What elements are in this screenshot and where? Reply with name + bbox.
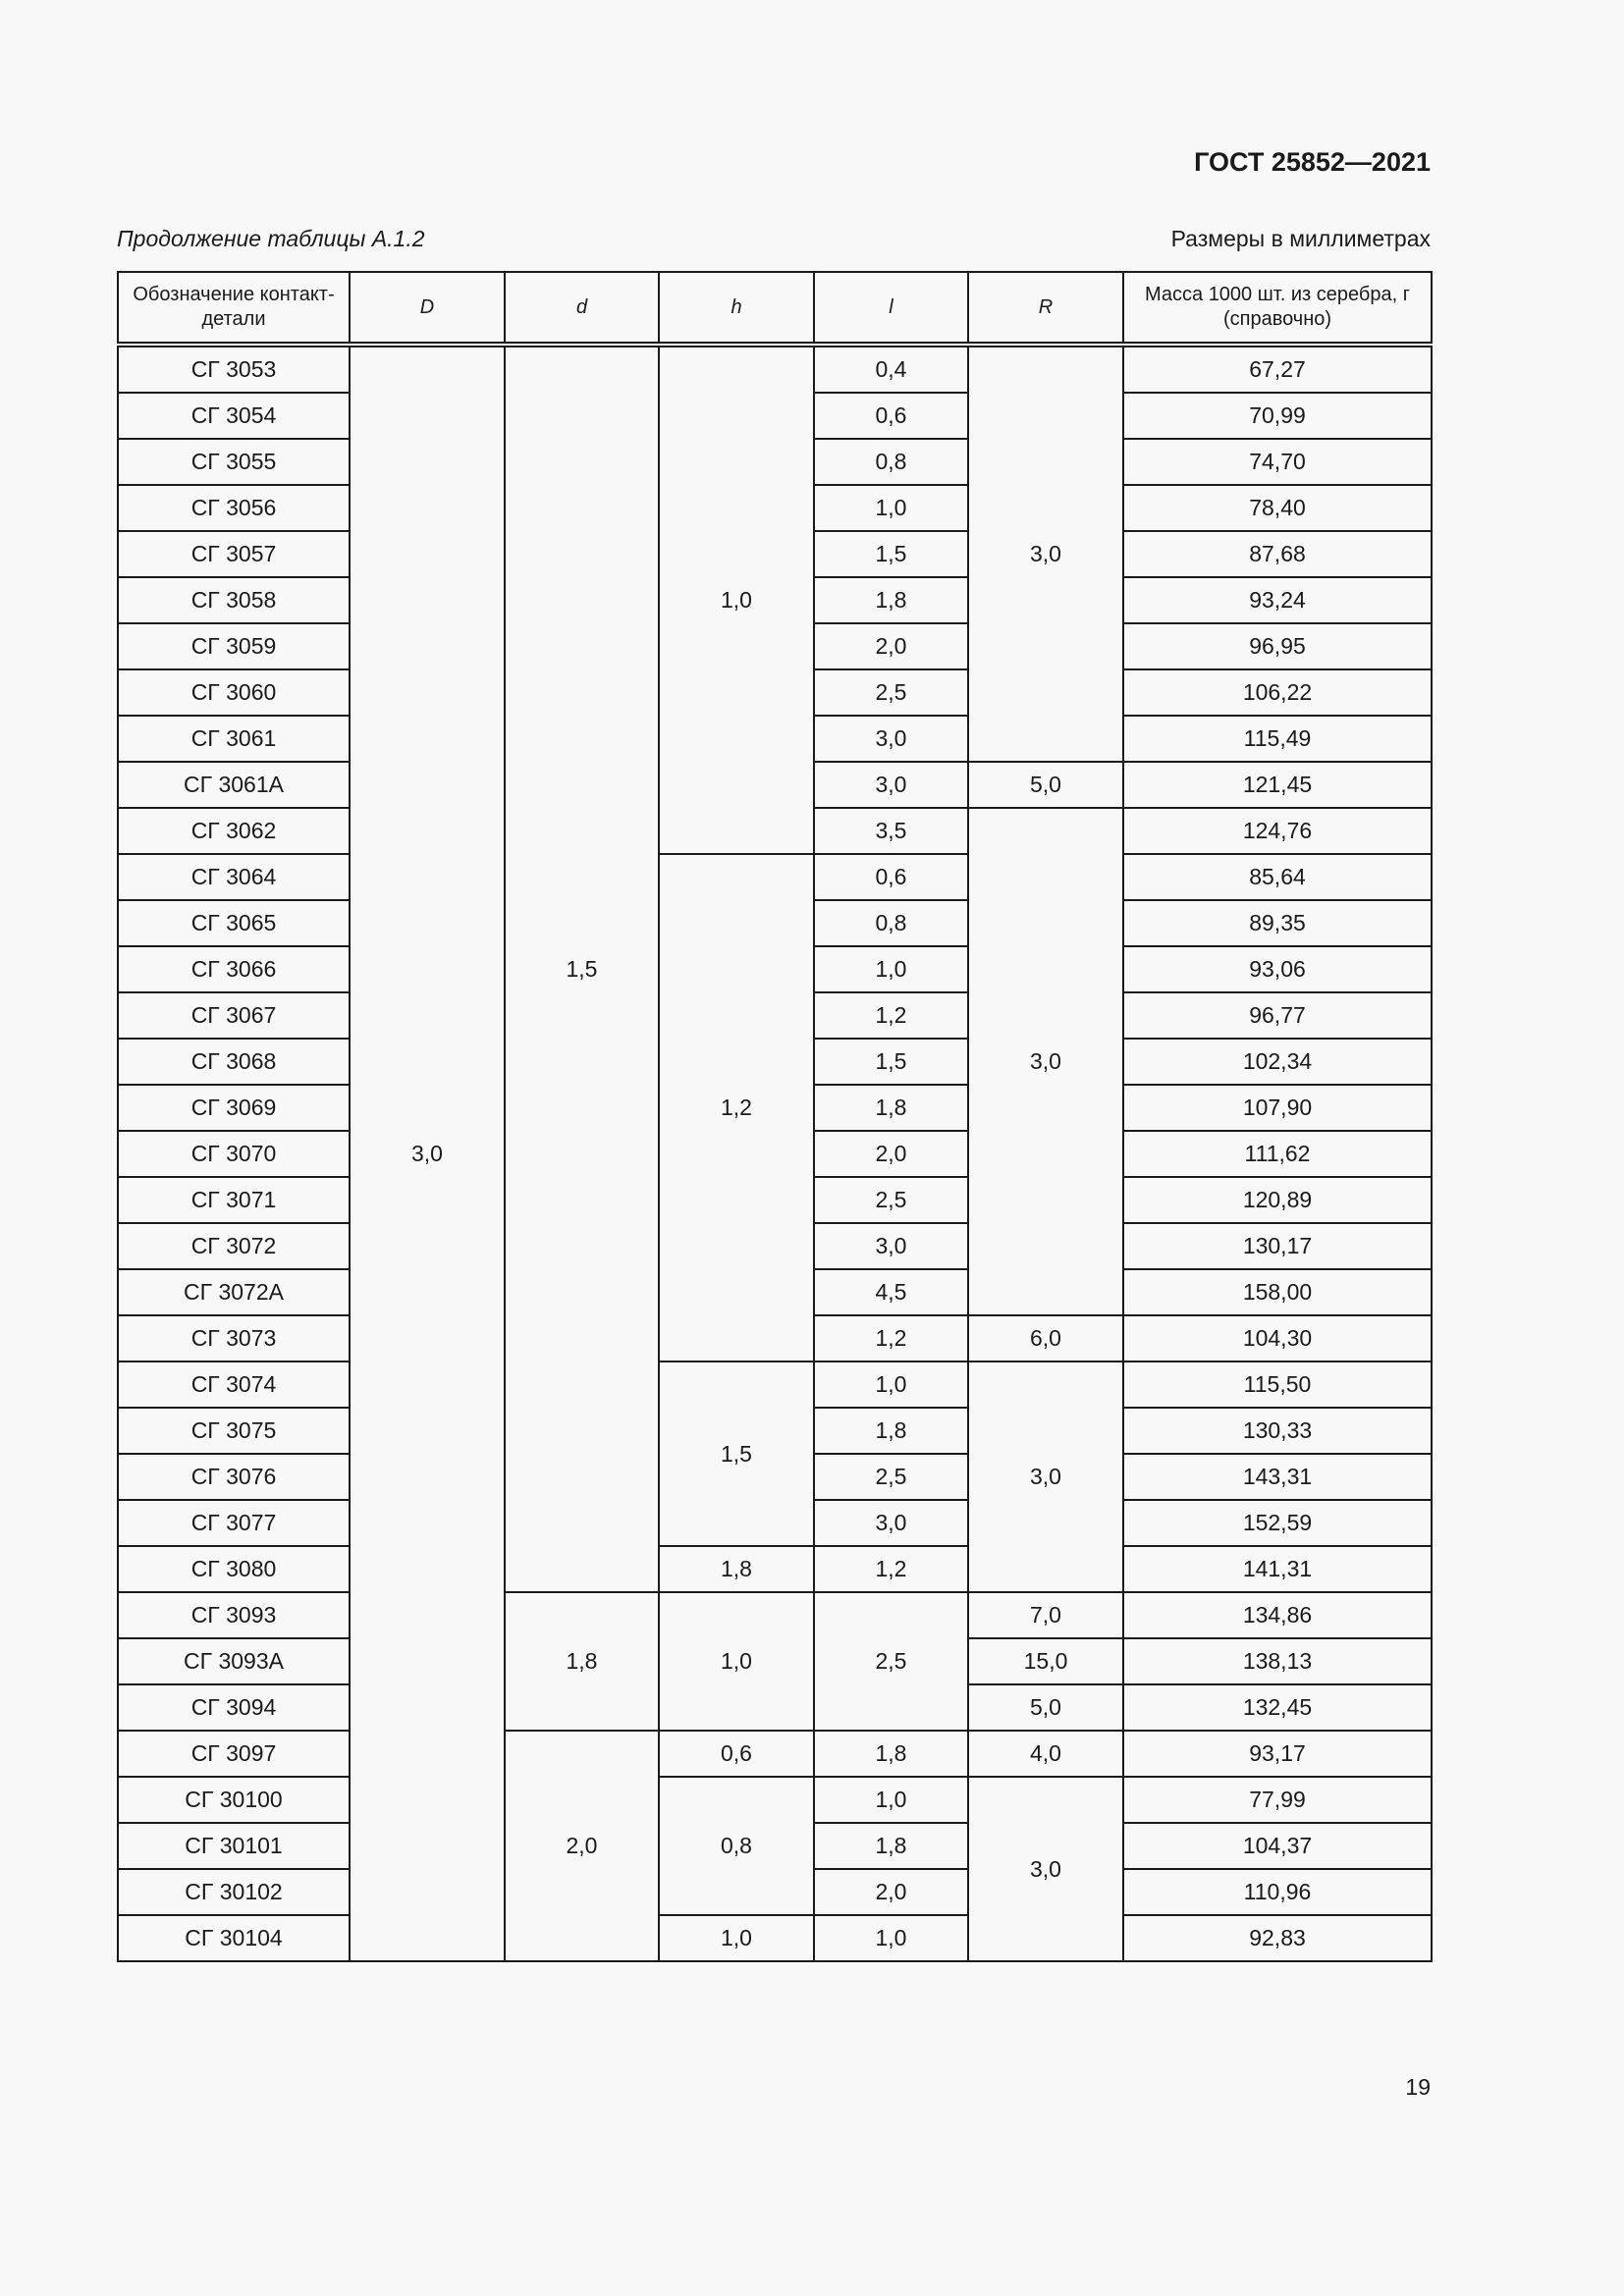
mass-cell: 78,40: [1123, 485, 1432, 531]
mass-cell: 124,76: [1123, 808, 1432, 854]
header-l: l: [814, 272, 968, 345]
mass-cell: 93,17: [1123, 1731, 1432, 1777]
designation-cell: СГ 3070: [118, 1131, 350, 1177]
l-cell: 1,8: [814, 1085, 968, 1131]
designation-cell: СГ 3066: [118, 946, 350, 992]
contact-parts-table: [117, 271, 1433, 1962]
l-cell: 2,0: [814, 623, 968, 669]
R-cell: 3,0: [968, 345, 1123, 762]
table-row: [118, 1915, 1432, 1961]
designation-cell: СГ 3056: [118, 485, 350, 531]
h-cell: 1,8: [659, 1546, 814, 1592]
mass-cell: 143,31: [1123, 1454, 1432, 1500]
designation-cell: СГ 3067: [118, 992, 350, 1039]
mass-cell: 115,49: [1123, 716, 1432, 762]
mass-cell: 120,89: [1123, 1177, 1432, 1223]
l-cell: 1,0: [814, 1362, 968, 1408]
h-cell: 0,8: [659, 1777, 814, 1915]
h-cell: 1,2: [659, 854, 814, 1362]
header-h: h: [659, 272, 814, 345]
designation-cell: СГ 3061: [118, 716, 350, 762]
designation-cell: СГ 3057: [118, 531, 350, 577]
mass-cell: 92,83: [1123, 1915, 1432, 1961]
mass-cell: 93,24: [1123, 577, 1432, 623]
mass-cell: 130,17: [1123, 1223, 1432, 1269]
table-row: [118, 1592, 1432, 1638]
mass-cell: 138,13: [1123, 1638, 1432, 1684]
designation-cell: СГ 3053: [118, 345, 350, 393]
table-row: [118, 1546, 1432, 1592]
designation-cell: СГ 3073: [118, 1315, 350, 1362]
designation-cell: СГ 3076: [118, 1454, 350, 1500]
l-cell: 3,5: [814, 808, 968, 854]
mass-cell: 152,59: [1123, 1500, 1432, 1546]
l-cell: 4,5: [814, 1269, 968, 1315]
l-cell: 1,2: [814, 992, 968, 1039]
h-cell: 0,6: [659, 1731, 814, 1777]
designation-cell: СГ 3071: [118, 1177, 350, 1223]
l-cell: 1,0: [814, 1915, 968, 1961]
l-cell: 1,2: [814, 1315, 968, 1362]
designation-cell: СГ 30101: [118, 1823, 350, 1869]
l-cell: 2,5: [814, 1177, 968, 1223]
designation-cell: СГ 30100: [118, 1777, 350, 1823]
designation-cell: СГ 3060: [118, 669, 350, 716]
d-cell: 2,0: [505, 1731, 659, 1961]
header-d: d: [505, 272, 659, 345]
l-cell: 2,0: [814, 1869, 968, 1915]
l-cell: 2,5: [814, 669, 968, 716]
R-cell: 5,0: [968, 762, 1123, 808]
l-cell: 3,0: [814, 762, 968, 808]
mass-cell: 121,45: [1123, 762, 1432, 808]
l-cell: 2,5: [814, 1454, 968, 1500]
mass-cell: 115,50: [1123, 1362, 1432, 1408]
designation-cell: СГ 3097: [118, 1731, 350, 1777]
l-cell: 1,8: [814, 577, 968, 623]
R-cell: 6,0: [968, 1315, 1123, 1362]
h-cell: 1,0: [659, 1915, 814, 1961]
l-cell: 0,6: [814, 393, 968, 439]
designation-cell: СГ 3055: [118, 439, 350, 485]
d-cell: 1,5: [505, 345, 659, 1592]
l-cell: 3,0: [814, 1223, 968, 1269]
designation-cell: СГ 3093: [118, 1592, 350, 1638]
mass-cell: 96,77: [1123, 992, 1432, 1039]
mass-cell: 110,96: [1123, 1869, 1432, 1915]
l-cell: 1,0: [814, 485, 968, 531]
l-cell: 1,0: [814, 946, 968, 992]
R-cell: 3,0: [968, 808, 1123, 1315]
designation-cell: СГ 3058: [118, 577, 350, 623]
mass-cell: 106,22: [1123, 669, 1432, 716]
units-note: Размеры в миллиметрах: [1170, 226, 1431, 251]
table-row: [118, 1777, 1432, 1823]
mass-cell: 93,06: [1123, 946, 1432, 992]
designation-cell: СГ 3068: [118, 1039, 350, 1085]
page-number: 19: [1405, 2074, 1431, 2100]
designation-cell: СГ 3094: [118, 1684, 350, 1731]
mass-cell: 85,64: [1123, 854, 1432, 900]
mass-cell: 70,99: [1123, 393, 1432, 439]
mass-cell: 96,95: [1123, 623, 1432, 669]
R-cell: 7,0: [968, 1592, 1123, 1638]
l-cell: 3,0: [814, 1500, 968, 1546]
mass-cell: 102,34: [1123, 1039, 1432, 1085]
l-cell: 3,0: [814, 716, 968, 762]
mass-cell: 134,86: [1123, 1592, 1432, 1638]
h-cell: 1,0: [659, 345, 814, 854]
table-continuation-caption: Продолжение таблицы А.1.2: [117, 226, 425, 251]
l-cell: 0,4: [814, 345, 968, 393]
designation-cell: СГ 30102: [118, 1869, 350, 1915]
table-row: [118, 854, 1432, 900]
mass-cell: 74,70: [1123, 439, 1432, 485]
l-cell: 1,8: [814, 1731, 968, 1777]
l-cell: 1,8: [814, 1823, 968, 1869]
l-cell: 0,8: [814, 439, 968, 485]
d-cell: 1,8: [505, 1592, 659, 1731]
designation-cell: СГ 3062: [118, 808, 350, 854]
designation-cell: СГ 3064: [118, 854, 350, 900]
l-cell: 0,6: [814, 854, 968, 900]
mass-cell: 132,45: [1123, 1684, 1432, 1731]
mass-cell: 141,31: [1123, 1546, 1432, 1592]
mass-cell: 130,33: [1123, 1408, 1432, 1454]
mass-cell: 158,00: [1123, 1269, 1432, 1315]
mass-cell: 87,68: [1123, 531, 1432, 577]
l-cell: 1,2: [814, 1546, 968, 1592]
h-cell: 1,0: [659, 1592, 814, 1731]
designation-cell: СГ 3072А: [118, 1269, 350, 1315]
l-cell: 0,8: [814, 900, 968, 946]
designation-cell: СГ 3059: [118, 623, 350, 669]
designation-cell: СГ 3074: [118, 1362, 350, 1408]
header-designation: Обозначение контакт-детали: [118, 272, 350, 345]
h-cell: 1,5: [659, 1362, 814, 1546]
mass-cell: 89,35: [1123, 900, 1432, 946]
designation-cell: СГ 3080: [118, 1546, 350, 1592]
document-code: ГОСТ 25852—2021: [1194, 147, 1431, 177]
table-row: [118, 345, 1432, 393]
R-cell: 4,0: [968, 1731, 1123, 1777]
table-row: [118, 1362, 1432, 1408]
l-cell: 1,0: [814, 1777, 968, 1823]
mass-cell: 107,90: [1123, 1085, 1432, 1131]
header-R: R: [968, 272, 1123, 345]
l-cell: 1,8: [814, 1408, 968, 1454]
mass-cell: 104,37: [1123, 1823, 1432, 1869]
designation-cell: СГ 3061А: [118, 762, 350, 808]
designation-cell: СГ 3075: [118, 1408, 350, 1454]
designation-cell: СГ 3069: [118, 1085, 350, 1131]
R-cell: 5,0: [968, 1684, 1123, 1731]
R-cell: 3,0: [968, 1362, 1123, 1592]
designation-cell: СГ 3093А: [118, 1638, 350, 1684]
designation-cell: СГ 3054: [118, 393, 350, 439]
designation-cell: СГ 3077: [118, 1500, 350, 1546]
table-header-row: [118, 272, 1432, 345]
designation-cell: СГ 3072: [118, 1223, 350, 1269]
R-cell: 3,0: [968, 1777, 1123, 1961]
designation-cell: СГ 3065: [118, 900, 350, 946]
D-cell: 3,0: [350, 345, 505, 1961]
l-cell: 1,5: [814, 531, 968, 577]
l-cell: 1,5: [814, 1039, 968, 1085]
l-cell: 2,0: [814, 1131, 968, 1177]
l-cell: 2,5: [814, 1592, 968, 1731]
table-row: [118, 1731, 1432, 1777]
R-cell: 15,0: [968, 1638, 1123, 1684]
designation-cell: СГ 30104: [118, 1915, 350, 1961]
mass-cell: 77,99: [1123, 1777, 1432, 1823]
mass-cell: 67,27: [1123, 345, 1432, 393]
header-D: D: [350, 272, 505, 345]
mass-cell: 104,30: [1123, 1315, 1432, 1362]
mass-cell: 111,62: [1123, 1131, 1432, 1177]
header-mass: Масса 1000 шт. из серебра, г (справочно): [1123, 272, 1432, 345]
